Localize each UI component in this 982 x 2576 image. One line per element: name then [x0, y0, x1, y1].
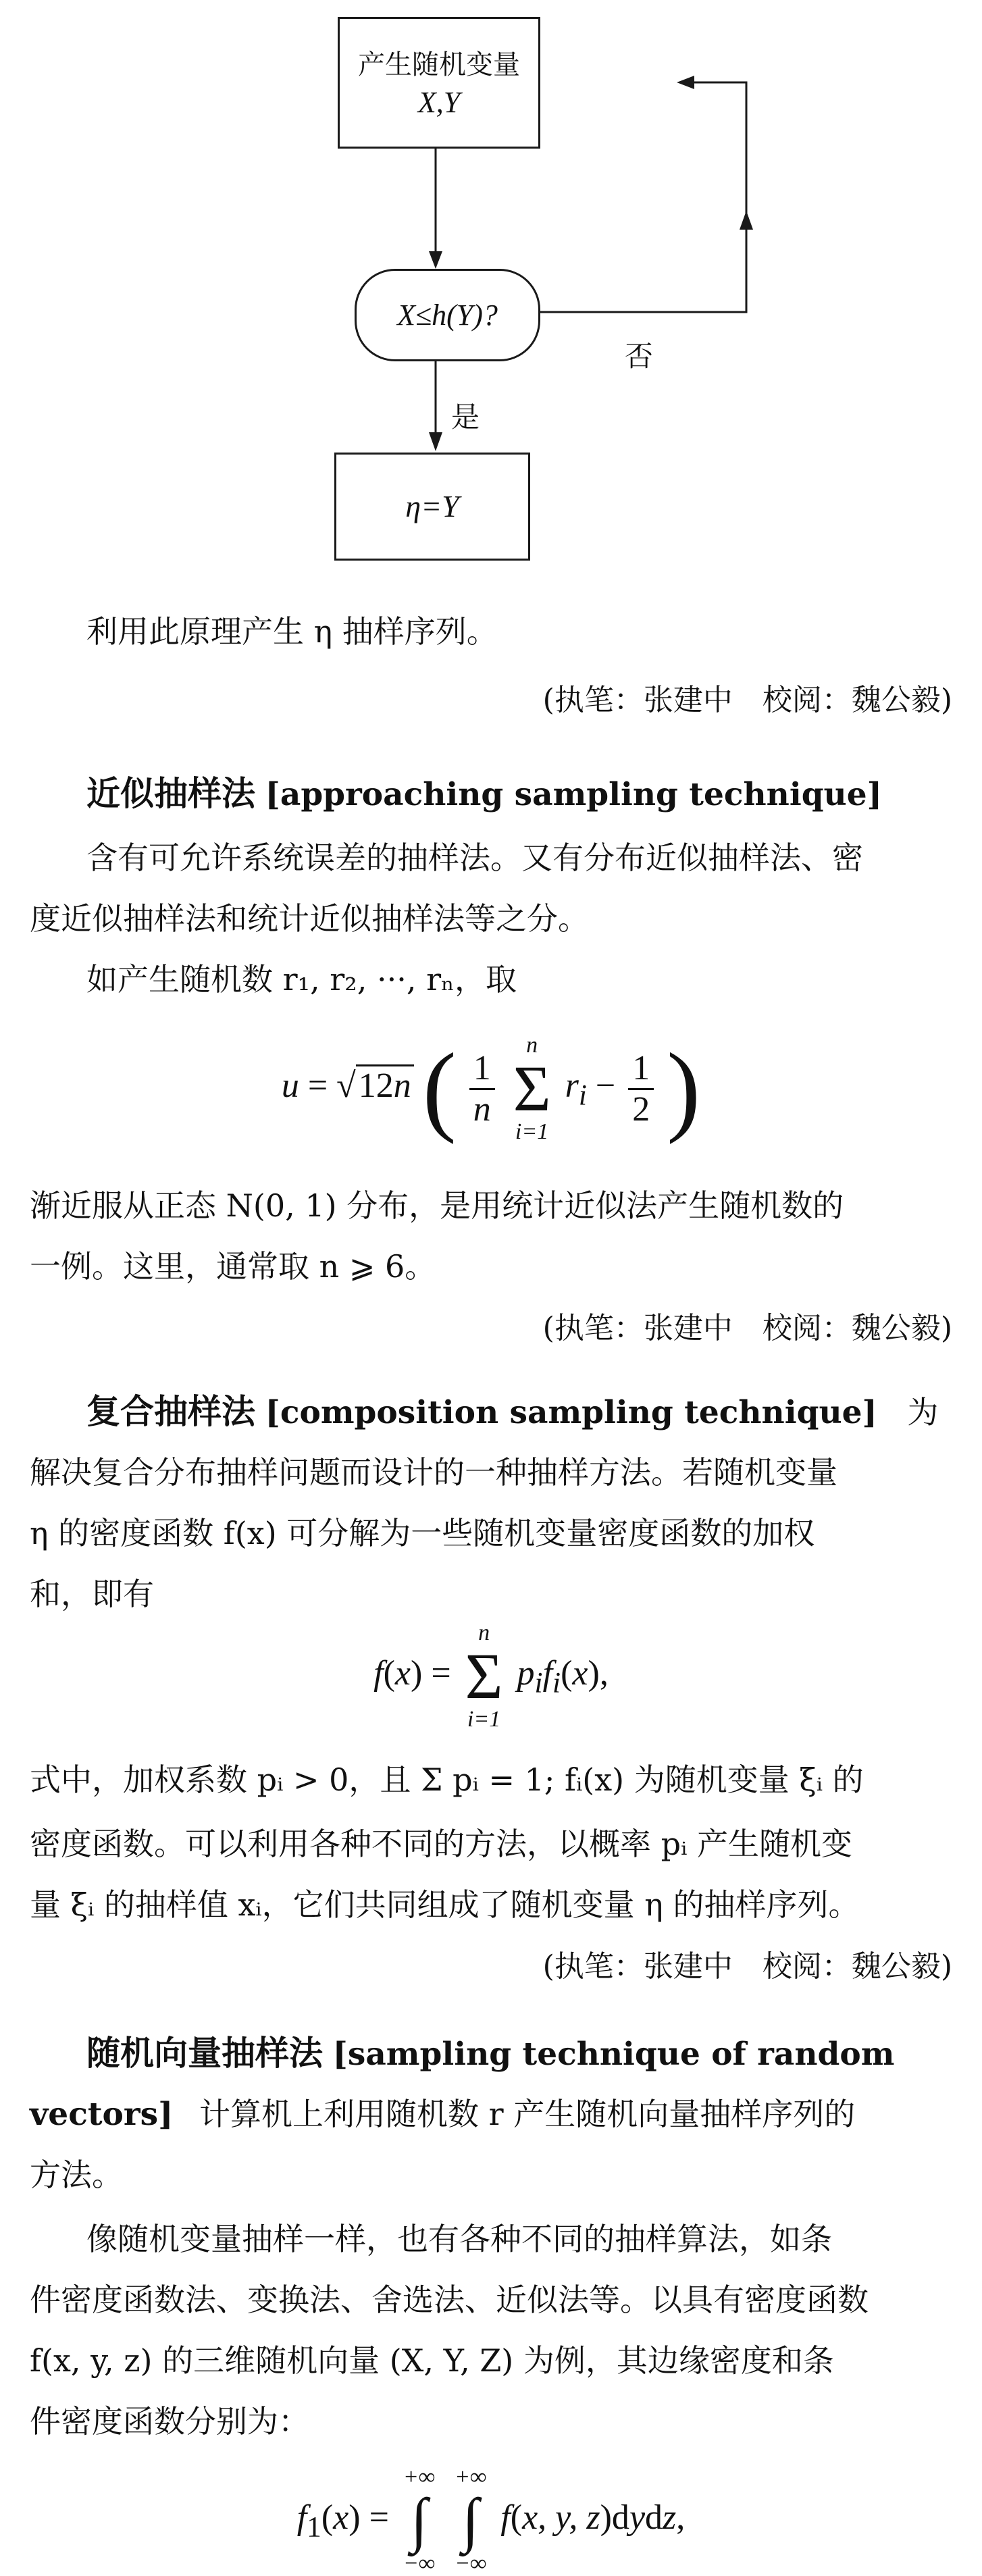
flowchart [0, 0, 982, 608]
section1-p1-line1: 含有可允许系统误差的抽样法。又有分布近似抽样法、密 [86, 840, 863, 876]
variables-xy-label: X,Y [417, 86, 461, 119]
section1-p1-line2: 度近似抽样法和统计近似抽样法等之分。 [30, 900, 589, 937]
section3-title: 随机向量抽样法 [86, 2034, 323, 2073]
section2-lead: 为 [907, 1394, 939, 1431]
section2-english: [composition sampling technique] [265, 1394, 877, 1431]
generate-variables-box [338, 17, 540, 149]
section2-line5: 式中，加权系数 pᵢ > 0，且 Σ pᵢ = 1; fᵢ(x) 为随机变量 ξᵢ 的 [30, 1761, 864, 1798]
section2-line3: η 的密度函数 f(x) 可分解为一些随机变量密度函数的加权 [30, 1515, 815, 1551]
section3-english: [sampling technique of random [332, 2036, 895, 2073]
section1-p3-line1: 渐近服从正态 N(0, 1) 分布，是用统计近似法产生随机数的 [30, 1187, 844, 1224]
section3-heading [86, 2023, 951, 2085]
section1-p2-line1: 如产生随机数 r₁, r₂, ···, rₙ，取 [86, 961, 517, 998]
section2-credit: (执笔：张建中 校阅：魏公毅) [542, 1949, 952, 1984]
section2-line7: 量 ξᵢ 的抽样值 xᵢ，它们共同组成了随机变量 η 的抽样序列。 [30, 1886, 860, 1923]
result-box [334, 453, 530, 561]
section3-p2-line3: f(x, y, z) 的三维随机向量 (X, Y, Z) 为例，其边缘密度和条 [30, 2342, 834, 2379]
section3-line2 [30, 2084, 894, 2145]
generate-variables-label: 产生随机变量 [358, 49, 520, 80]
section2-heading [86, 1381, 951, 1443]
decision-box [355, 269, 540, 361]
section1-title: 近似抽样法 [86, 774, 255, 813]
section2-line6: 密度函数。可以利用各种不同的方法，以概率 pᵢ 产生随机变 [30, 1826, 852, 1862]
section2-title: 复合抽样法 [86, 1392, 255, 1431]
section0-credit: (执笔：张建中 校阅：魏公毅) [542, 683, 952, 717]
decision-condition: X≤h(Y)? [397, 299, 498, 332]
section2-line2: 解决复合分布抽样问题而设计的一种抽样方法。若随机变量 [30, 1454, 837, 1491]
section1-p3-line2: 一例。这里，通常取 n ⩾ 6。 [30, 1248, 436, 1285]
section1-english: [approaching sampling technique] [265, 776, 882, 813]
section3-line3: 方法。 [30, 2157, 123, 2193]
result-label: η=Y [405, 489, 459, 523]
section3-formula: $f_1(x)$ = +∞ ∫ −∞ +∞ ∫ −∞ f(x, y, z)dydz, [296, 2465, 686, 2576]
section1-credit: (执笔：张建中 校阅：魏公毅) [542, 1311, 952, 1345]
no-label: 否 [625, 340, 654, 373]
section3-line2-rest: 计算机上利用随机数 r 产生随机向量抽样序列的 [199, 2096, 856, 2132]
section3-p2-line2: 件密度函数法、变换法、舍选法、近似法等。以具有密度函数 [30, 2282, 869, 2318]
section0-tail: 利用此原理产生 η 抽样序列。 [86, 613, 498, 650]
section3-p2-line4: 件密度函数分别为： [30, 2403, 309, 2440]
section3-p2-line1: 像随机变量抽样一样，也有各种不同的抽样算法，如条 [86, 2221, 832, 2257]
section2-formula: f(x) = n Σ i=1 $p_if_i(x)$, [373, 1620, 609, 1732]
section1-formula: u = √12n ( $\frac{1}{n}$ n Σ i=1 $r_i$ − $\frac{1}{2}$ ) [281, 1033, 701, 1145]
section3-english2: vectors] [30, 2096, 174, 2133]
yes-label: 是 [451, 401, 480, 434]
section2-line4: 和，即有 [30, 1576, 154, 1612]
section1-heading [86, 763, 951, 825]
